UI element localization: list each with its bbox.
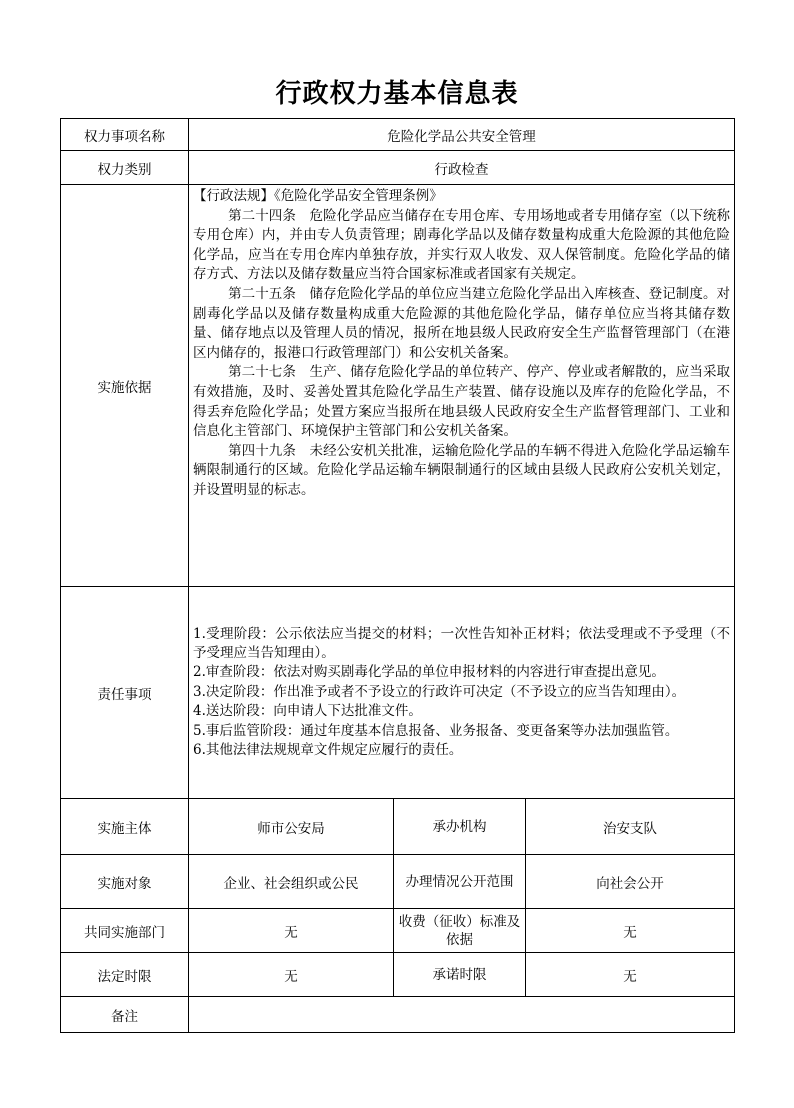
agency-label: 承办机构 bbox=[394, 799, 526, 855]
power-name-value: 危险化学品公共安全管理 bbox=[189, 119, 735, 151]
fee-standard-label: 收费（征收）标准及依据 bbox=[394, 909, 526, 953]
responsibility-item: 4.送达阶段：向申请人下达批准文件。 bbox=[193, 703, 422, 720]
target-label: 实施对象 bbox=[61, 855, 189, 909]
power-type-label: 权力类别 bbox=[61, 151, 189, 185]
row-basis bbox=[61, 185, 735, 587]
row-target bbox=[61, 855, 735, 909]
power-name-label: 权力事项名称 bbox=[61, 119, 189, 151]
row-joint bbox=[61, 909, 735, 953]
responsibility-item: 1.受理阶段：公示依法应当提交的材料；一次性告知补正材料；依法受理或不予受理（不予受理应当告知理由）。 bbox=[193, 625, 731, 661]
promised-time-limit-value: 无 bbox=[526, 953, 735, 997]
joint-dept-label: 共同实施部门 bbox=[61, 909, 189, 953]
responsibility-label: 责任事项 bbox=[61, 587, 189, 799]
remarks-value bbox=[189, 997, 735, 1033]
joint-dept-value: 无 bbox=[189, 909, 394, 953]
responsibility-item: 5.事后监管阶段：通过年度基本信息报备、业务报备、变更备案等办法加强监管。 bbox=[193, 722, 679, 739]
responsibility-item: 3.决定阶段：作出准予或者不予设立的行政许可决定（不予设立的应当告知理由）。 bbox=[193, 683, 686, 700]
row-power-type bbox=[61, 151, 735, 185]
fee-standard-value: 无 bbox=[526, 909, 735, 953]
subject-label: 实施主体 bbox=[61, 799, 189, 855]
row-remarks bbox=[61, 997, 735, 1033]
responsibility-item: 2.审查阶段：依法对购买剧毒化学品的单位申报材料的内容进行审查提出意见。 bbox=[193, 664, 665, 681]
basis-label: 实施依据 bbox=[61, 185, 189, 587]
target-value: 企业、社会组织或公民 bbox=[189, 855, 394, 909]
row-time-limit bbox=[61, 953, 735, 997]
disclosure-scope-value: 向社会公开 bbox=[526, 855, 735, 909]
basis-text bbox=[189, 185, 735, 587]
disclosure-scope-label: 办理情况公开范围 bbox=[394, 855, 526, 909]
legal-time-limit-label: 法定时限 bbox=[61, 953, 189, 997]
row-subject bbox=[61, 799, 735, 855]
power-type-value: 行政检查 bbox=[189, 151, 735, 185]
remarks-label: 备注 bbox=[61, 997, 189, 1033]
page-title: 行政权力基本信息表 bbox=[275, 79, 519, 109]
basis-article-27: 第二十七条 生产、储存危险化学品的单位转产、停产、停业或者解散的，应当采取有效措施，及时、妥善处置其危险化学品生产装置、储存设施以及库存的危险化学品，不得丢弃危险化学品；处置方案应当报所在地县级人民政府安全生产监督管理部门、工业和信息化主管部门、环境保护主管部门和公安机关备案。 bbox=[193, 364, 731, 440]
info-table bbox=[60, 118, 735, 1033]
responsibility-text bbox=[189, 587, 735, 799]
basis-article-49: 第四十九条 未经公安机关批准，运输危险化学品的车辆不得进入危险化学品运输车辆限制通行的区域。危险化学品运输车辆限制通行的区域由县级人民政府公安机关划定，并设置明显的标志。 bbox=[193, 442, 731, 498]
basis-heading: 【行政法规】《危险化学品安全管理条例》 bbox=[193, 188, 443, 204]
promised-time-limit-label: 承诺时限 bbox=[394, 953, 526, 997]
legal-time-limit-value: 无 bbox=[189, 953, 394, 997]
responsibility-item: 6.其他法律法规规章文件规定应履行的责任。 bbox=[193, 742, 463, 759]
basis-article-25: 第二十五条 储存危险化学品的单位应当建立危险化学品出入库核查、登记制度。对剧毒化学品以及储存数量构成重大危险源的其他危险化学品，储存单位应当将其储存数量、储存地点以及管理人员的情况，报所在地县级人民政府安全生产监督管理部门（在港区内储存的，报港口行政管理部门）和公安机关备案。 bbox=[193, 285, 731, 361]
row-responsibility bbox=[61, 587, 735, 799]
basis-article-24: 第二十四条 危险化学品应当储存在专用仓库、专用场地或者专用储存室（以下统称专用仓库）内，并由专人负责管理；剧毒化学品以及储存数量构成重大危险源的其他危险化学品，应当在专用仓库内单独存放，并实行双人收发、双人保管制度。危险化学品的储存方式、方法以及储存数量应当符合国家标准或者国家有关规定。 bbox=[193, 207, 731, 283]
agency-value: 治安支队 bbox=[526, 799, 735, 855]
subject-value: 师市公安局 bbox=[189, 799, 394, 855]
row-power-name bbox=[61, 119, 735, 151]
